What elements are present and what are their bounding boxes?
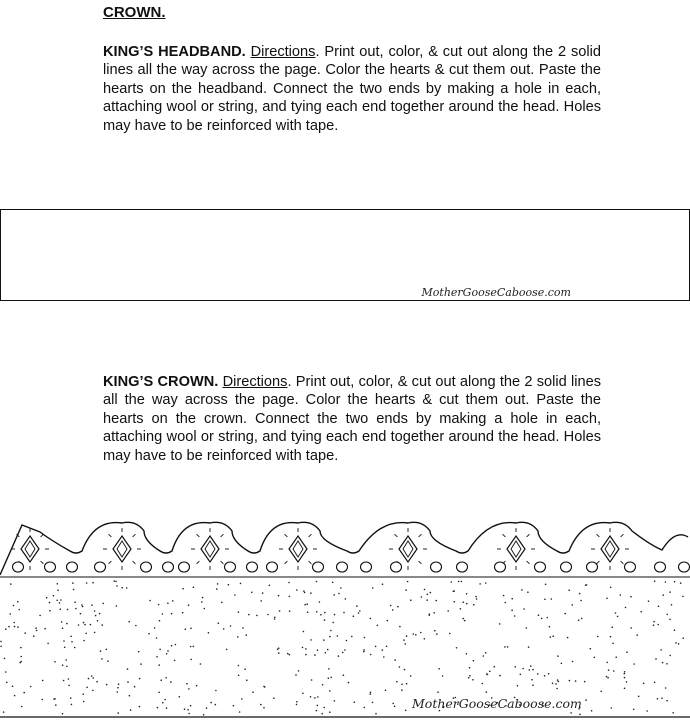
crown-directions-text: . Print out, color, & cut out along the 2 solid lines all the way across the page. Color the hearts & cut them out. Paste the hearts on the crown. Connect the two ends by making a hole in each, attaching wool or string, and tying each end together around the head. Holes may have to be reinforced with tape.: [103, 374, 601, 464]
headband-title: KING’S HEADBAND.: [103, 44, 246, 60]
headband-directions: [103, 43, 601, 135]
headband-directions-text: . Print out, color, & cut out along the 2 solid lines all the way across the page. Color the hearts & cut them out. Paste the hearts on the headband. Connect the two ends by making a hole in each, attaching wool or string, and tying each end together around the head. Holes may have to be reinforced with tape.: [103, 44, 601, 134]
crown-cutout: [0, 515, 690, 720]
crown-title: KING’S CROWN.: [103, 374, 219, 390]
crown-signature: MotherGooseCaboose.com: [412, 696, 582, 711]
crown-directions-label: Directions: [222, 374, 288, 390]
gem-2: [103, 528, 141, 570]
headband-cutout: [0, 209, 690, 301]
gem-3: [191, 528, 229, 570]
headband-directions-label: Directions: [250, 44, 316, 60]
crown-directions: [103, 373, 601, 465]
page-heading: CROWN.: [103, 4, 166, 21]
crown-illustration: [0, 515, 690, 720]
crown-beads: [13, 562, 690, 572]
gem-4: [279, 528, 317, 570]
headband-signature: MotherGooseCaboose.com: [421, 286, 571, 299]
